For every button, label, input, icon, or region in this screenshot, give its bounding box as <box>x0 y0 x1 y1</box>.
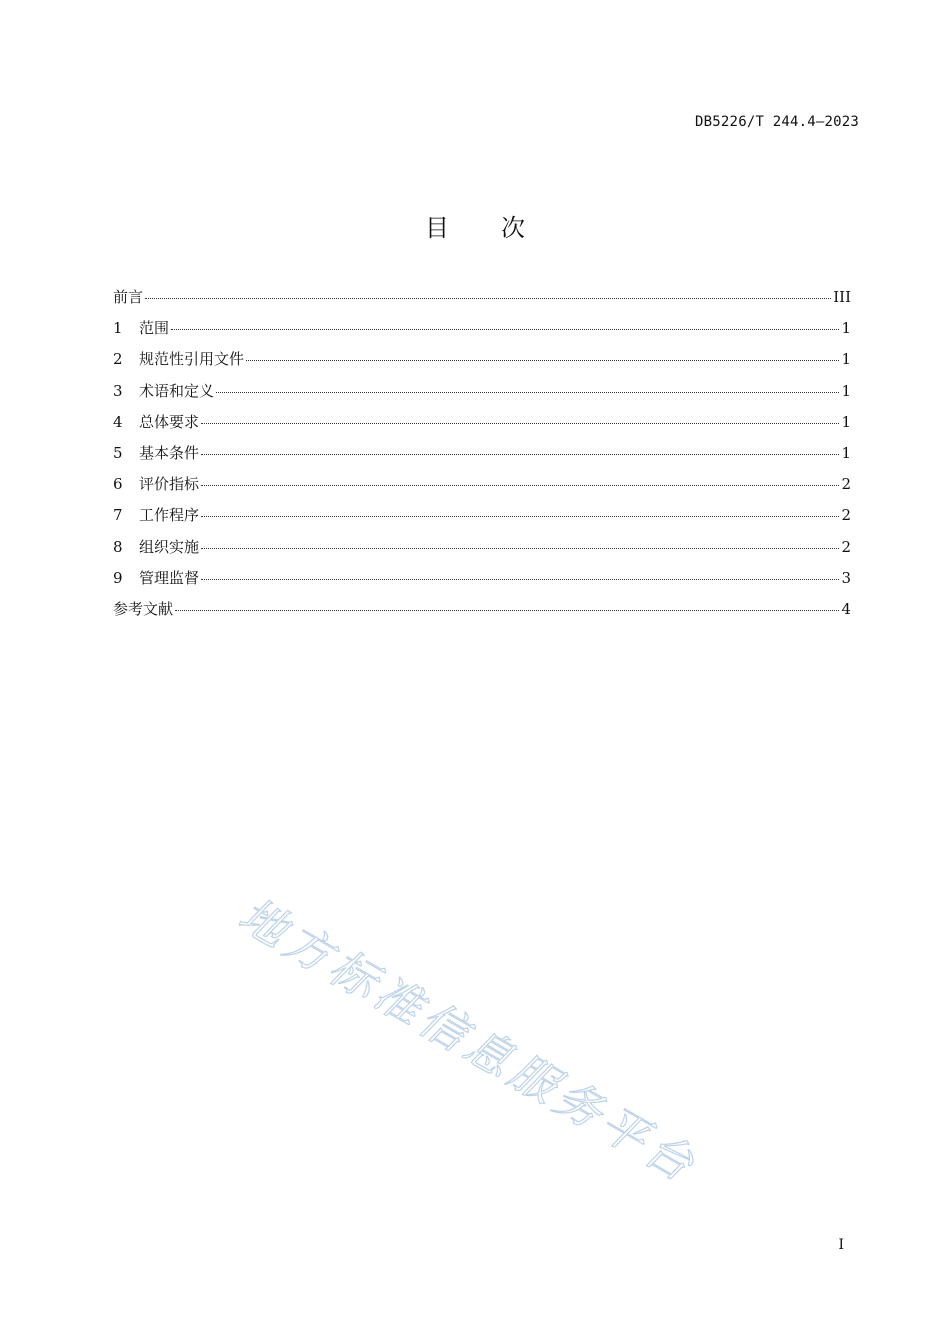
toc-entry-2[interactable] <box>113 349 851 380</box>
toc-entry-page: III <box>833 288 851 306</box>
toc-entry-page: 1 <box>841 412 851 431</box>
toc-entry-page: 1 <box>841 443 851 462</box>
toc-entry-3[interactable] <box>113 381 851 412</box>
toc-entry-number: 5 <box>113 443 123 462</box>
toc-entry-page: 2 <box>841 475 851 494</box>
toc-entry-number: 8 <box>113 537 123 556</box>
toc-entry-label: 范围 <box>139 319 170 338</box>
toc-entry-8[interactable] <box>113 537 851 568</box>
toc-entry-label: 前言 <box>113 288 144 306</box>
toc-entry-number: 9 <box>113 568 123 587</box>
toc-entry-9[interactable] <box>113 568 851 599</box>
toc-entry-6[interactable] <box>113 474 851 505</box>
toc-entry-foreword[interactable] <box>113 287 851 318</box>
toc-entry-label: 基本条件 <box>139 443 200 462</box>
toc-entry-page: 3 <box>841 568 851 587</box>
toc-leader-dots <box>201 423 839 424</box>
toc-entry-label: 管理监督 <box>139 568 200 587</box>
toc-leader-dots <box>171 329 839 330</box>
toc-entry-7[interactable] <box>113 505 851 536</box>
toc-entry-label: 工作程序 <box>139 506 200 525</box>
toc-entry-page: 1 <box>841 319 851 338</box>
toc-leader-dots <box>216 392 839 393</box>
toc-entry-5[interactable] <box>113 443 851 474</box>
toc-entry-page: 1 <box>841 350 851 369</box>
toc-entry-1[interactable] <box>113 318 851 349</box>
toc-entry-label: 组织实施 <box>139 537 200 556</box>
toc-leader-dots <box>201 548 839 549</box>
toc-leader-dots <box>201 454 839 455</box>
page-number: I <box>838 1237 844 1253</box>
toc-leader-dots <box>175 610 839 611</box>
toc-entry-number: 1 <box>113 319 123 338</box>
document-code: DB5226/T 244.4—2023 <box>695 114 859 130</box>
toc-leader-dots <box>201 516 839 517</box>
toc-entry-label: 术语和定义 <box>139 381 215 400</box>
toc-entry-4[interactable] <box>113 412 851 443</box>
toc-entry-number: 4 <box>113 412 123 431</box>
toc-entry-label: 规范性引用文件 <box>139 350 245 369</box>
page-title-char-1: 目 <box>425 214 449 242</box>
toc-entry-page: 2 <box>841 537 851 556</box>
toc-entry-number: 6 <box>113 475 123 494</box>
toc-entry-bibliography[interactable] <box>113 599 851 630</box>
toc-entry-number: 3 <box>113 381 123 400</box>
toc-entry-page: 1 <box>841 381 851 400</box>
page-title <box>0 208 950 243</box>
toc-leader-dots <box>246 360 839 361</box>
toc-entry-label: 评价指标 <box>139 475 200 494</box>
toc-entry-page: 4 <box>841 599 851 618</box>
toc-leader-dots <box>201 579 839 580</box>
toc-entry-label: 参考文献 <box>113 599 174 618</box>
toc-entry-number: 2 <box>113 350 123 369</box>
toc-entry-label: 总体要求 <box>139 412 200 431</box>
toc-entry-number: 7 <box>113 506 123 525</box>
toc-leader-dots <box>201 485 839 486</box>
table-of-contents <box>113 287 851 630</box>
watermark-text: 地方标准信息服务平台 <box>230 887 708 1194</box>
toc-leader-dots <box>145 298 831 299</box>
page-title-char-2: 次 <box>501 214 525 242</box>
toc-entry-page: 2 <box>841 506 851 525</box>
